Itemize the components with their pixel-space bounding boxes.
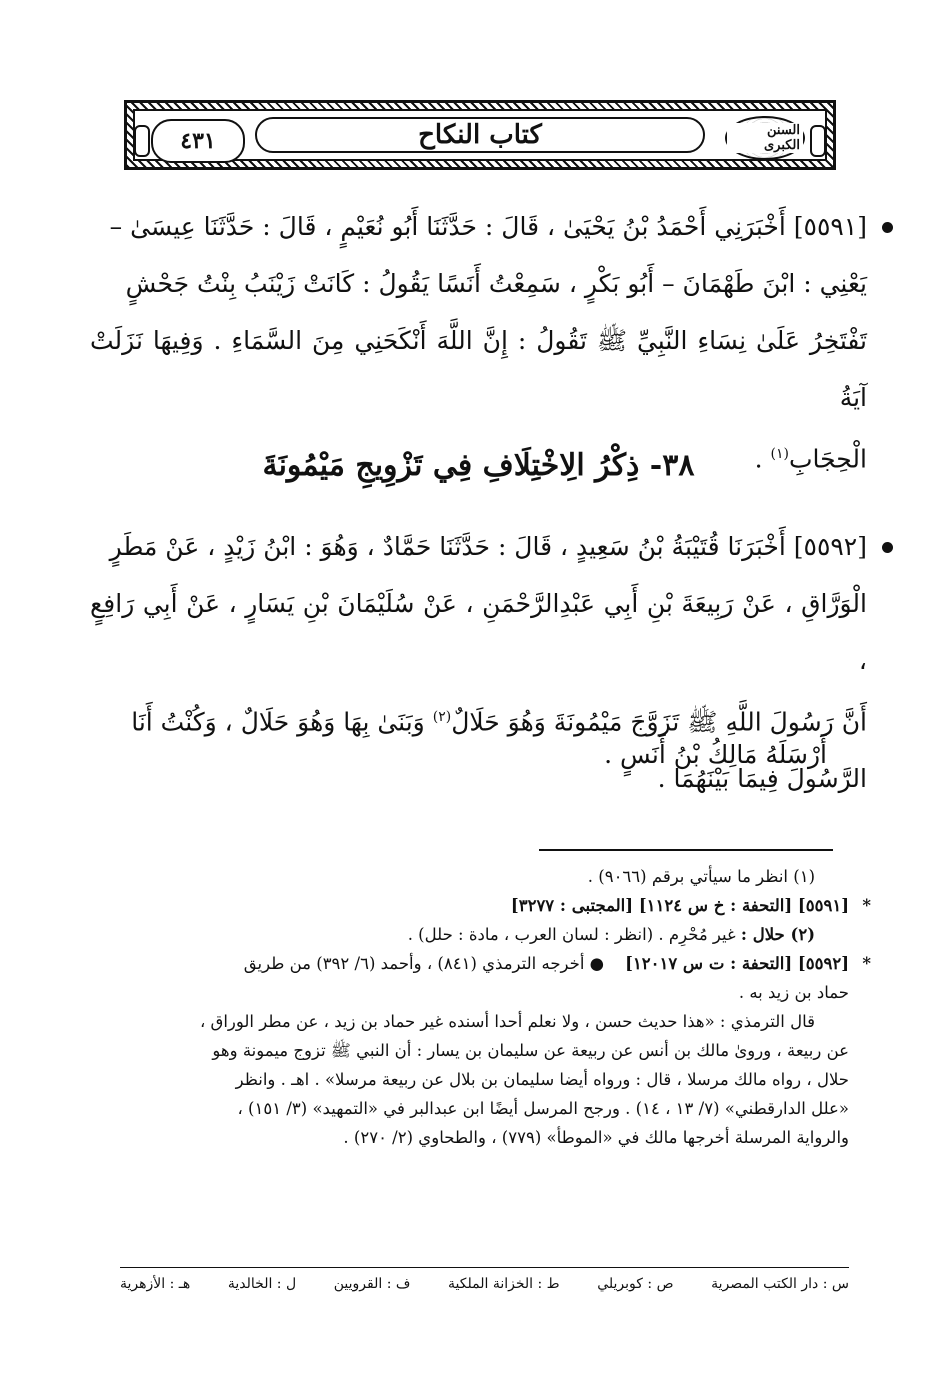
book-title: كتاب النكاح: [418, 120, 542, 150]
footnote-2-term: (٢) حلال :: [740, 925, 815, 944]
bullet-icon: [882, 222, 893, 233]
hadith-5591-line-3: تَفْتَخِرُ عَلَىٰ نِسَاءِ النَّبِيِّ ﷺ تَقُولُ : إِنَّ اللَّهَ أَنْكَحَنِي مِنَ السَّمَاءِ . وَفِيهَا نَزَلَتْ آيَةُ: [90, 326, 867, 412]
book-title-box: [255, 117, 705, 153]
hadith-5591-line-1: [٥٥٩١] أَخْبَرَنِي أَحْمَدُ بْنُ يَحْيَىٰ ، قَالَ : حَدَّثَنَا أَبُو نُعَيْمٍ ، قَالَ : حَدَّثَنَا عِيسَىٰ –: [109, 212, 867, 241]
hadith-5591-line-4-text: الْحِجَابِ: [789, 444, 867, 474]
hadith-5592-line-1: [٥٥٩٢] أَخْبَرَنَا قُتَيْبَةُ بْنُ سَعِيدٍ ، قَالَ : حَدَّثَنَا حَمَّادٌ ، وَهُوَ : ابْنُ زَيْدٍ ، عَنْ مَطَرٍ: [109, 532, 867, 561]
footnote-ref-5592: [118, 949, 871, 978]
hadith-5592-line-2: الْوَرَّاقِ ، عَنْ رَبِيعَةَ بْنِ أَبِي عَبْدِالرَّحْمَنِ ، عَنْ سُلَيْمَانَ بْنِ يَسَارٍ ، عَنْ أَبِي رَافِعٍ ،: [90, 589, 867, 675]
legend-item: هـ : الأزهرية: [120, 1276, 191, 1292]
footnote-2: [118, 920, 849, 949]
footnotes: [118, 862, 871, 1152]
footnote-ref-5592-rest: ● أخرجه الترمذي (٨٤١) ، وأحمد (٦/ ٣٩٢) من طريق: [243, 954, 605, 973]
header-inner-frame: [133, 109, 827, 161]
footnote-marker-2: (٢): [432, 709, 452, 725]
manuscript-legend: [120, 1276, 849, 1292]
mursal-note: أَرْسَلَهُ مَالِكُ بْنُ أَنَسٍ .: [604, 740, 827, 769]
hadith-5592-line-4: الرَّسُولَ فِيمَا بَيْنَهُمَا .: [657, 764, 867, 794]
page-number-box: [151, 119, 245, 163]
hadith-5591-line-2: يَعْنِي : ابْنَ طَهْمَانَ – أَبُو بَكْرٍ ، سَمِعْتُ أَنَسًا يَقُولُ : كَانَتْ زَيْنَبُ بِنْتُ جَحْشٍ: [125, 269, 867, 298]
footnote-ref-5591: [118, 891, 871, 920]
legend-rule: [120, 1267, 849, 1268]
hadith-5592-line-3a: أَنَّ رَسُولَ اللَّهِ ﷺ تَزَوَّجَ مَيْمُونَةَ وَهُوَ حَلَالٌ: [451, 707, 867, 737]
tirmidhi-line-1: قال الترمذي : «هذا حديث حسن ، ولا نعلم أحدا أسنده غير حماد بن زيد ، عن مطر الوراق ،: [199, 1012, 815, 1031]
footnote-ref-5592-cont: حماد بن زيد به .: [738, 983, 849, 1002]
footnote-marker-1: (١): [770, 446, 789, 462]
legend-item: ط : الخزانة الملكية: [448, 1276, 560, 1292]
left-ornament-icon: [134, 125, 150, 157]
footnote-ref-5592-text: [٥٥٩٢] [التحفة : ت س ١٢٠١٧]: [625, 954, 849, 973]
footnote-rule: [539, 849, 833, 851]
tirmidhi-line-5: والرواية المرسلة أخرجها مالك في «الموطأ» (٧٧٩) ، والطحاوي (٢/ ٢٧٠) .: [343, 1128, 849, 1147]
tirmidhi-line-4: «علل الدارقطني» (٧/ ١٣ ، ١٤) . ورجح المرسل أيضًا ابن عبدالبر في «التمهيد» (٣/ ١٥١) ،: [237, 1099, 849, 1118]
right-ornament-icon: [810, 125, 826, 157]
asterisk-icon: *: [862, 896, 871, 915]
hadith-5591-text: [90, 198, 867, 487]
legend-item: ف : القرويين: [333, 1276, 411, 1292]
hadith-5591-end: .: [754, 444, 771, 474]
page-number: ٤٣١: [180, 128, 216, 154]
legend-item: ل : الخالدية: [227, 1276, 297, 1292]
tirmidhi-line-3: حلال ، رواه مالك مرسلا ، قال : ورواه أيضا سليمان بن بلال عن ربيعة مرسلا» . اهـ . وانظر: [235, 1070, 849, 1089]
logo-seal-icon: [725, 116, 805, 160]
footnote-ref-5591-text: [٥٥٩١] [التحفة : خ س ١١٢٤] [المجتبى : ٣٢٧٧]: [510, 896, 849, 915]
logo-text: السنن الكبرى: [727, 123, 803, 153]
footnote-2-text: غير مُحْرِم . (انظر : لسان العرب ، مادة : حلل) .: [407, 925, 741, 944]
hadith-5591: [90, 198, 867, 487]
bullet-icon: [882, 542, 893, 553]
legend-item: س : دار الكتب المصرية: [711, 1276, 849, 1292]
legend-item: ص : كوبريلي: [597, 1276, 674, 1292]
hadith-5592-line-3b: وَبَنَىٰ بِهَا وَهُوَ حَلَالٌ ، وَكُنْتُ أَنَا: [131, 707, 425, 737]
logo: [721, 115, 809, 161]
tirmidhi-line-2: عن ربيعة ، وروىٰ مالك بن أنس عن ربيعة عن سليمان بن يسار : أن النبي ﷺ تزوج ميمونة وهو: [212, 1041, 849, 1060]
chapter-title: ٣٨- ذِكْرُ الِاخْتِلَافِ فِي تَزْوِيجِ مَيْمُونَةَ: [262, 448, 695, 483]
asterisk-icon: *: [862, 954, 871, 973]
footnote-1: (١) انظر ما سيأتي برقم (٩٠٦٦) .: [587, 867, 815, 886]
page-header: [124, 100, 836, 170]
